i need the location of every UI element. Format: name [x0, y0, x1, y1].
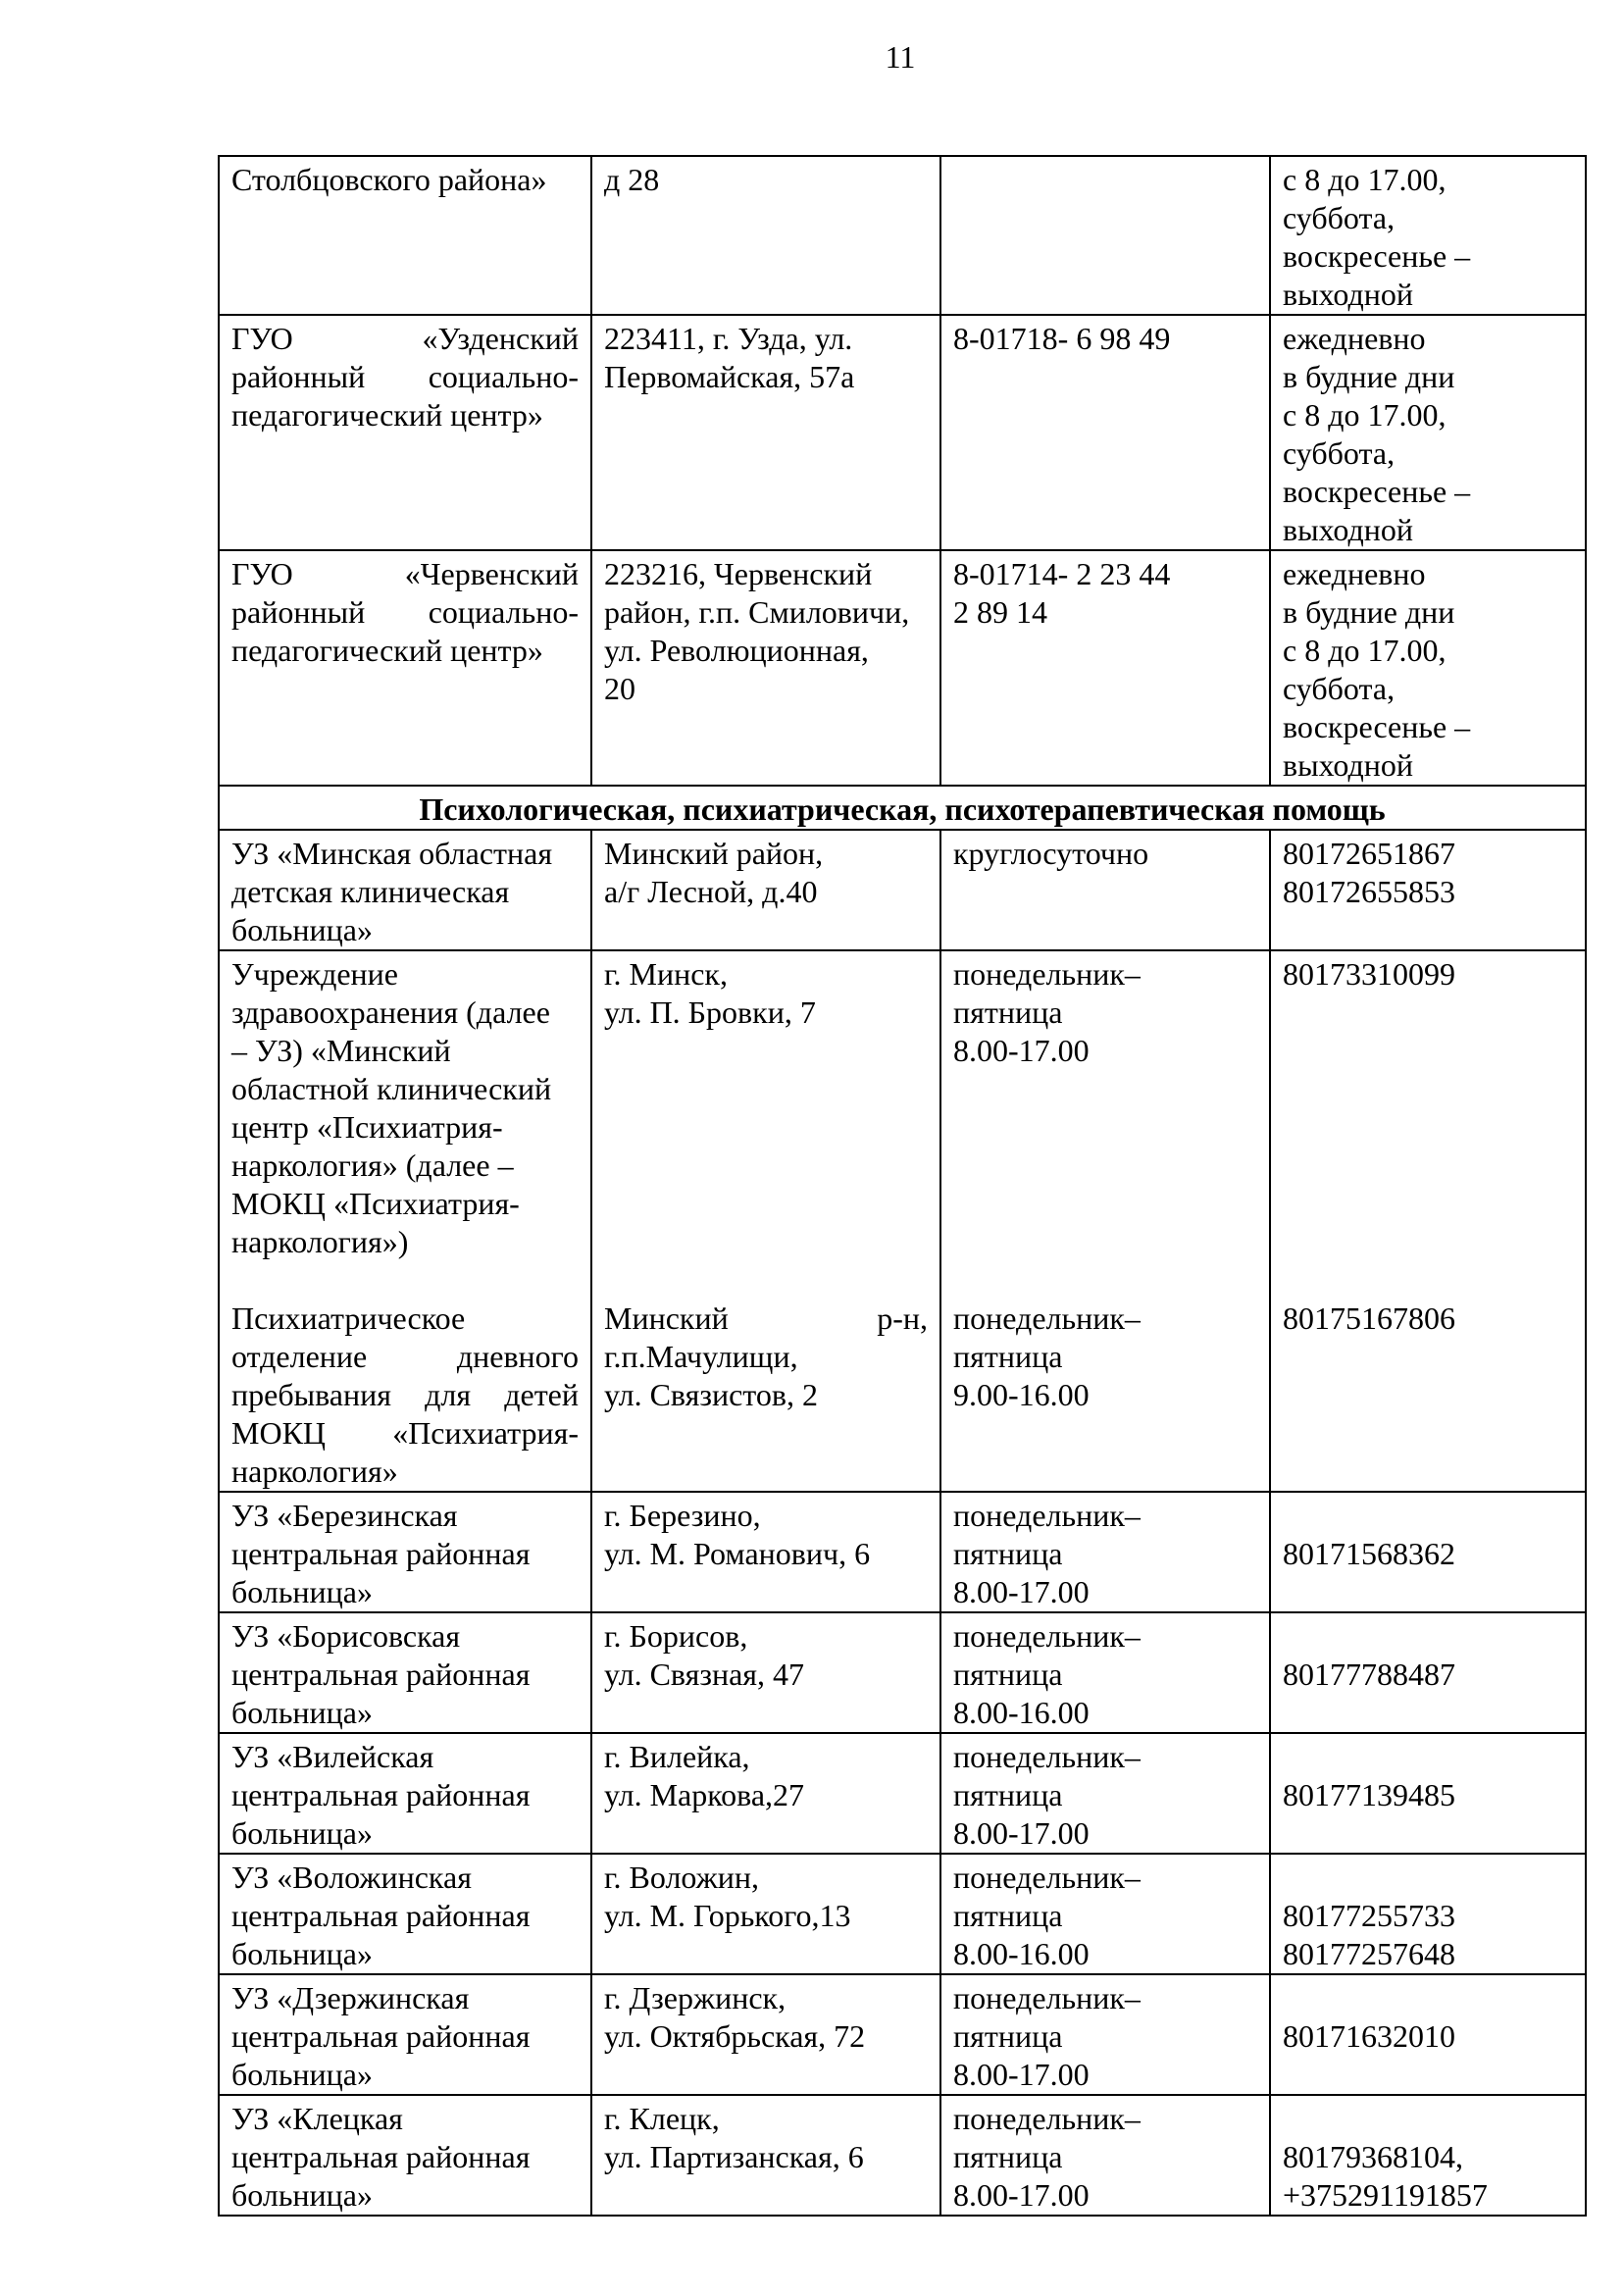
- cell-line: в будние дни: [1283, 594, 1455, 630]
- cell-line: центральная районная: [231, 2018, 531, 2054]
- section-header-row: [219, 786, 1586, 830]
- address-cell: [591, 1974, 940, 2095]
- cell-line: [604, 1185, 928, 1223]
- name-cell: [219, 315, 591, 550]
- cell-line: наркология»): [231, 1224, 409, 1259]
- col4-cell: [1270, 1612, 1586, 1733]
- cell-line: г. Дзержинск,: [604, 1980, 787, 2015]
- name-cell: [219, 550, 591, 786]
- cell-line: районный социально-: [231, 359, 579, 394]
- name-cell: [219, 1612, 591, 1733]
- cell-line: воскресенье –: [1283, 709, 1471, 744]
- col4-cell: [1270, 830, 1586, 950]
- name-cell: [219, 830, 591, 950]
- section-title: Психологическая, психиатрическая, психотерапевтическая помощь: [219, 786, 1586, 830]
- name-cell: [219, 950, 591, 1492]
- cell-line: [231, 1261, 579, 1300]
- cell-line: больница»: [231, 1574, 373, 1609]
- cell-line: [1283, 1108, 1573, 1147]
- cell-line: ул. М. Романович, 6: [604, 1536, 871, 1571]
- cell-line: УЗ «Клецкая: [231, 2101, 403, 2136]
- cell-line: 8.00-17.00: [953, 1033, 1090, 1068]
- cell-line: [1283, 1497, 1573, 1535]
- cell-line: выходной: [1283, 277, 1413, 312]
- col3-cell: [940, 550, 1270, 786]
- address-cell: [591, 830, 940, 950]
- cell-line: [953, 1147, 1257, 1185]
- cell-line: г. Вилейка,: [604, 1739, 750, 1774]
- cell-line: выходной: [1283, 747, 1413, 783]
- cell-line: Минский р-н,: [604, 1300, 928, 1336]
- cell-line: ежедневно: [1283, 556, 1426, 591]
- col4-cell: [1270, 550, 1586, 786]
- cell-line: 80171568362: [1283, 1536, 1455, 1571]
- table-row: [219, 830, 1586, 950]
- cell-line: 8-01718- 6 98 49: [953, 321, 1171, 356]
- cell-line: район, г.п. Смиловичи,: [604, 594, 910, 630]
- table-row: [219, 1854, 1586, 1974]
- cell-line: 8.00-17.00: [953, 2057, 1090, 2092]
- contacts-table: [218, 155, 1587, 2217]
- table-row: [219, 1492, 1586, 1612]
- cell-line: больница»: [231, 1815, 373, 1851]
- cell-line: понедельник–: [953, 2101, 1141, 2136]
- cell-line: понедельник–: [953, 1860, 1141, 1895]
- cell-line: детская клиническая: [231, 874, 510, 909]
- cell-line: понедельник–: [953, 1618, 1141, 1654]
- cell-line: Учреждение: [231, 956, 398, 992]
- cell-line: [953, 1185, 1257, 1223]
- cell-line: больница»: [231, 1936, 373, 1971]
- col3-cell: [940, 1492, 1270, 1612]
- cell-line: воскресенье –: [1283, 238, 1471, 274]
- cell-line: пятница: [953, 1898, 1063, 1933]
- col3-cell: [940, 1733, 1270, 1854]
- table-row: [219, 1974, 1586, 2095]
- address-cell: [591, 1733, 940, 1854]
- table-row: [219, 1612, 1586, 1733]
- cell-line: [1283, 2100, 1573, 2138]
- cell-line: [1283, 1617, 1573, 1656]
- cell-line: 80175167806: [1283, 1300, 1455, 1336]
- cell-line: ул. Связная, 47: [604, 1657, 804, 1692]
- cell-line: понедельник–: [953, 1300, 1141, 1336]
- address-cell: [591, 550, 940, 786]
- cell-line: понедельник–: [953, 1739, 1141, 1774]
- col4-cell: [1270, 1733, 1586, 1854]
- col3-cell: [940, 1854, 1270, 1974]
- col4-cell: [1270, 1974, 1586, 2095]
- address-cell: [591, 1612, 940, 1733]
- cell-line: 8.00-16.00: [953, 1695, 1090, 1730]
- address-cell: [591, 2095, 940, 2216]
- page-number: 11: [885, 39, 916, 75]
- cell-line: Минский район,: [604, 836, 824, 871]
- cell-line: ул. Связистов, 2: [604, 1377, 818, 1412]
- cell-line: МОКЦ «Психиатрия-: [231, 1415, 579, 1451]
- cell-line: областной клинический: [231, 1071, 552, 1106]
- cell-line: УЗ «Дзержинская: [231, 1980, 470, 2015]
- cell-line: педагогический центр»: [231, 633, 543, 668]
- cell-line: 8-01714- 2 23 44: [953, 556, 1171, 591]
- cell-line: здравоохранения (далее: [231, 994, 550, 1030]
- col4-cell: [1270, 315, 1586, 550]
- cell-line: г. Клецк,: [604, 2101, 720, 2136]
- cell-line: 9.00-16.00: [953, 1377, 1090, 1412]
- col3-cell: [940, 1974, 1270, 2095]
- cell-line: УЗ «Вилейская: [231, 1739, 434, 1774]
- cell-line: пятница: [953, 994, 1063, 1030]
- cell-line: суббота,: [1283, 200, 1396, 235]
- cell-line: [1283, 1223, 1573, 1261]
- cell-line: [1283, 1979, 1573, 2017]
- cell-line: районный социально-: [231, 594, 579, 630]
- name-cell: [219, 1733, 591, 1854]
- cell-line: пятница: [953, 1339, 1063, 1374]
- address-cell: [591, 315, 940, 550]
- cell-line: 8.00-17.00: [953, 1815, 1090, 1851]
- cell-line: больница»: [231, 2057, 373, 2092]
- cell-line: [604, 1223, 928, 1261]
- cell-line: Психиатрическое: [231, 1300, 466, 1336]
- cell-line: [953, 1261, 1257, 1300]
- cell-line: выходной: [1283, 512, 1413, 547]
- cell-line: центральная районная: [231, 1536, 531, 1571]
- cell-line: [953, 1223, 1257, 1261]
- cell-line: г. Березино,: [604, 1498, 761, 1533]
- cell-line: ул. Маркова,27: [604, 1777, 805, 1812]
- cell-line: больница»: [231, 2177, 373, 2213]
- cell-line: ул. П. Бровки, 7: [604, 994, 816, 1030]
- cell-line: центральная районная: [231, 1777, 531, 1812]
- cell-line: 8.00-16.00: [953, 1936, 1090, 1971]
- col4-cell: [1270, 950, 1586, 1492]
- cell-line: [953, 1070, 1257, 1108]
- cell-line: УЗ «Воложинская: [231, 1860, 472, 1895]
- cell-line: 80177257648: [1283, 1936, 1455, 1971]
- table-row: [219, 950, 1586, 1492]
- cell-line: 80172655853: [1283, 874, 1455, 909]
- cell-line: [1283, 1859, 1573, 1897]
- cell-line: Первомайская, 57а: [604, 359, 855, 394]
- cell-line: наркология»: [231, 1453, 398, 1489]
- cell-line: г. Борисов,: [604, 1618, 748, 1654]
- cell-line: ГУО «Узденский: [231, 321, 579, 356]
- cell-line: г.п.Мачулищи,: [604, 1339, 798, 1374]
- cell-line: [1283, 1261, 1573, 1300]
- table-row: [219, 315, 1586, 550]
- cell-line: больница»: [231, 912, 373, 947]
- cell-line: понедельник–: [953, 956, 1141, 992]
- cell-line: суббота,: [1283, 671, 1396, 706]
- table-row: [219, 1733, 1586, 1854]
- cell-line: отделение дневного: [231, 1339, 579, 1374]
- cell-line: г. Воложин,: [604, 1860, 759, 1895]
- table-body: [219, 156, 1586, 2216]
- table-row: [219, 156, 1586, 315]
- cell-line: воскресенье –: [1283, 474, 1471, 509]
- cell-line: с 8 до 17.00,: [1283, 633, 1446, 668]
- cell-line: 8.00-17.00: [953, 1574, 1090, 1609]
- cell-line: круглосуточно: [953, 836, 1149, 871]
- address-cell: [591, 156, 940, 315]
- cell-line: Столбцовского района»: [231, 162, 547, 197]
- cell-line: пятница: [953, 2139, 1063, 2174]
- address-cell: [591, 950, 940, 1492]
- name-cell: [219, 2095, 591, 2216]
- cell-line: пребывания для детей: [231, 1377, 579, 1412]
- cell-line: [604, 1070, 928, 1108]
- table-row: [219, 2095, 1586, 2216]
- col4-cell: [1270, 1854, 1586, 1974]
- cell-line: +375291191857: [1283, 2177, 1488, 2213]
- cell-line: [1283, 1147, 1573, 1185]
- cell-line: УЗ «Минская областная: [231, 836, 553, 871]
- cell-line: [604, 1147, 928, 1185]
- cell-line: 80177139485: [1283, 1777, 1455, 1812]
- cell-line: 80177255733: [1283, 1898, 1455, 1933]
- cell-line: ул. М. Горького,13: [604, 1898, 851, 1933]
- cell-line: пятница: [953, 1777, 1063, 1812]
- cell-line: 20: [604, 671, 635, 706]
- cell-line: понедельник–: [953, 1980, 1141, 2015]
- cell-line: с 8 до 17.00,: [1283, 397, 1446, 433]
- cell-line: 80179368104,: [1283, 2139, 1463, 2174]
- cell-line: 223216, Червенский: [604, 556, 873, 591]
- name-cell: [219, 1854, 591, 1974]
- cell-line: [604, 1108, 928, 1147]
- cell-line: [1283, 994, 1573, 1032]
- name-cell: [219, 1492, 591, 1612]
- table-row: [219, 550, 1586, 786]
- col4-cell: [1270, 1492, 1586, 1612]
- cell-line: с 8 до 17.00,: [1283, 162, 1446, 197]
- cell-line: педагогический центр»: [231, 397, 543, 433]
- cell-line: – УЗ) «Минский: [231, 1033, 451, 1068]
- col3-cell: [940, 950, 1270, 1492]
- cell-line: 80171632010: [1283, 2018, 1455, 2054]
- col3-cell: [940, 156, 1270, 315]
- cell-line: [1283, 1738, 1573, 1776]
- cell-line: суббота,: [1283, 435, 1396, 471]
- cell-line: [604, 1261, 928, 1300]
- cell-line: 8.00-17.00: [953, 2177, 1090, 2213]
- address-cell: [591, 1492, 940, 1612]
- cell-line: [1283, 1070, 1573, 1108]
- cell-line: 2 89 14: [953, 594, 1047, 630]
- cell-line: 80177788487: [1283, 1657, 1455, 1692]
- col3-cell: [940, 315, 1270, 550]
- address-cell: [591, 1854, 940, 1974]
- cell-line: центральная районная: [231, 2139, 531, 2174]
- cell-line: [1283, 1032, 1573, 1070]
- cell-line: наркология» (далее –: [231, 1147, 514, 1183]
- cell-line: УЗ «Березинская: [231, 1498, 458, 1533]
- col3-cell: [940, 1612, 1270, 1733]
- cell-line: центр «Психиатрия-: [231, 1109, 503, 1145]
- col3-cell: [940, 830, 1270, 950]
- cell-line: ул. Партизанская, 6: [604, 2139, 864, 2174]
- cell-line: ежедневно: [1283, 321, 1426, 356]
- cell-line: понедельник–: [953, 1498, 1141, 1533]
- col3-cell: [940, 2095, 1270, 2216]
- cell-line: 80173310099: [1283, 956, 1455, 992]
- cell-line: ГУО «Червенский: [231, 556, 579, 591]
- name-cell: [219, 156, 591, 315]
- cell-line: пятница: [953, 2018, 1063, 2054]
- cell-line: д 28: [604, 162, 660, 197]
- cell-line: ул. Октябрьская, 72: [604, 2018, 866, 2054]
- col4-cell: [1270, 156, 1586, 315]
- cell-line: пятница: [953, 1657, 1063, 1692]
- cell-line: г. Минск,: [604, 956, 728, 992]
- cell-line: 80172651867: [1283, 836, 1455, 871]
- cell-line: центральная районная: [231, 1657, 531, 1692]
- cell-line: [953, 1108, 1257, 1147]
- cell-line: центральная районная: [231, 1898, 531, 1933]
- cell-line: МОКЦ «Психиатрия-: [231, 1186, 520, 1221]
- cell-line: [604, 1032, 928, 1070]
- cell-line: пятница: [953, 1536, 1063, 1571]
- cell-line: УЗ «Борисовская: [231, 1618, 461, 1654]
- cell-line: больница»: [231, 1695, 373, 1730]
- cell-line: а/г Лесной, д.40: [604, 874, 818, 909]
- cell-line: в будние дни: [1283, 359, 1455, 394]
- cell-line: 223411, г. Узда, ул.: [604, 321, 853, 356]
- col4-cell: [1270, 2095, 1586, 2216]
- name-cell: [219, 1974, 591, 2095]
- cell-line: [1283, 1185, 1573, 1223]
- cell-line: ул. Революционная,: [604, 633, 869, 668]
